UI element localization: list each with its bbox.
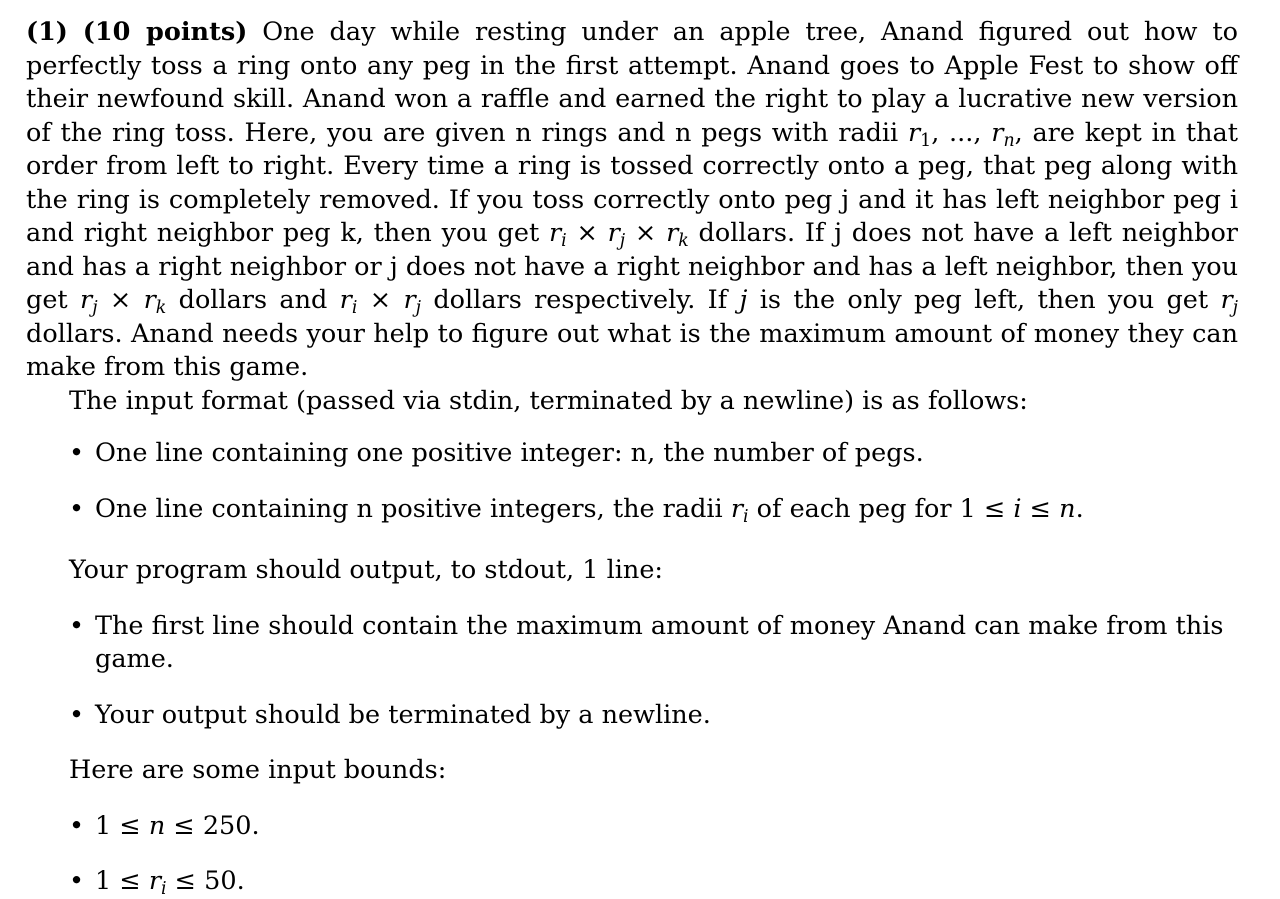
list-item: • One line containing n positive integers, the radii $r_i$ of each peg for 1 ≤ i ≤ n. bbox=[69, 493, 1084, 527]
product-ij: $r_i \times r_j$ bbox=[339, 285, 422, 318]
statement-text-2: , are kept in that order from left to right. Every time a ring is tossed correctly onto a peg, that peg along with the ring is completely removed. If you toss correctly onto peg j and it has left neighbor peg i and right neighbor peg k, then you get bbox=[26, 117, 1238, 248]
statement-text-6: is the only peg left, then you get bbox=[747, 285, 1221, 315]
product-jk: $r_j \times r_k$ bbox=[79, 285, 167, 318]
bullet-icon: • bbox=[69, 610, 85, 641]
product-ijk: $r_i \times r_j \times r_k$ bbox=[548, 218, 689, 251]
bullet-icon: • bbox=[69, 438, 85, 468]
document-page bbox=[26, 16, 1238, 899]
list-item: • The first line should contain the maximum amount of money Anand can make from this game. bbox=[69, 610, 1224, 674]
var-j: j bbox=[739, 285, 748, 315]
problem-statement bbox=[26, 16, 1238, 385]
bullet-icon: • bbox=[69, 810, 85, 841]
problem-points: (10 points) bbox=[82, 17, 248, 47]
term-ri: $r_i$ bbox=[730, 493, 749, 527]
input-format-intro: The input format (passed via stdin, terminated by a newline) is as follows: bbox=[69, 385, 1028, 416]
problem-number: (1) bbox=[26, 17, 68, 47]
list-item: • $1 \le r_i \le 50$. bbox=[69, 866, 245, 899]
statement-text-3: dollars. If j does not have a left neighbor and has a right neighbor or j does not have a right neighbor and has a left neighbor, then you get bbox=[26, 218, 1239, 315]
bullet-icon: • bbox=[69, 866, 85, 896]
list-item: • Your output should be terminated by a newline. bbox=[69, 699, 1238, 733]
statement-text-7: dollars. Anand needs your help to figure out what is the maximum amount of money they can make from this game. bbox=[26, 318, 1238, 382]
output-format-intro: Your program should output, to stdout, 1 line: bbox=[69, 555, 663, 585]
statement-text-1: One day while resting under an apple tree, Anand figured out how to perfectly toss a ring onto any peg in the first attempt. Anand goes to Apple Fest to show off their newfound skill. Anand won a raffle and earned the right to play a lucrative new version of the ring toss. Here, you are given n rings and n pegs with radii bbox=[26, 17, 1238, 148]
bounds-intro: Here are some input bounds: bbox=[69, 755, 447, 785]
list-item: • 1 ≤ n ≤ 250. bbox=[69, 810, 1238, 844]
input-format-list bbox=[69, 437, 1238, 526]
term-rj: $r_j$ bbox=[1220, 285, 1239, 318]
bounds-list bbox=[69, 810, 1238, 899]
statement-text-4: dollars and bbox=[166, 285, 340, 315]
output-format-list bbox=[69, 610, 1238, 733]
bullet-icon: • bbox=[69, 699, 85, 730]
statement-text-5: dollars respectively. If bbox=[421, 285, 740, 315]
input-format-section bbox=[69, 385, 1238, 899]
radii-expression: $r_1$, ..., $r_n$ bbox=[907, 117, 1015, 151]
list-item: • One line containing one positive integer: n, the number of pegs. bbox=[69, 437, 1238, 471]
bullet-icon: • bbox=[69, 493, 85, 524]
